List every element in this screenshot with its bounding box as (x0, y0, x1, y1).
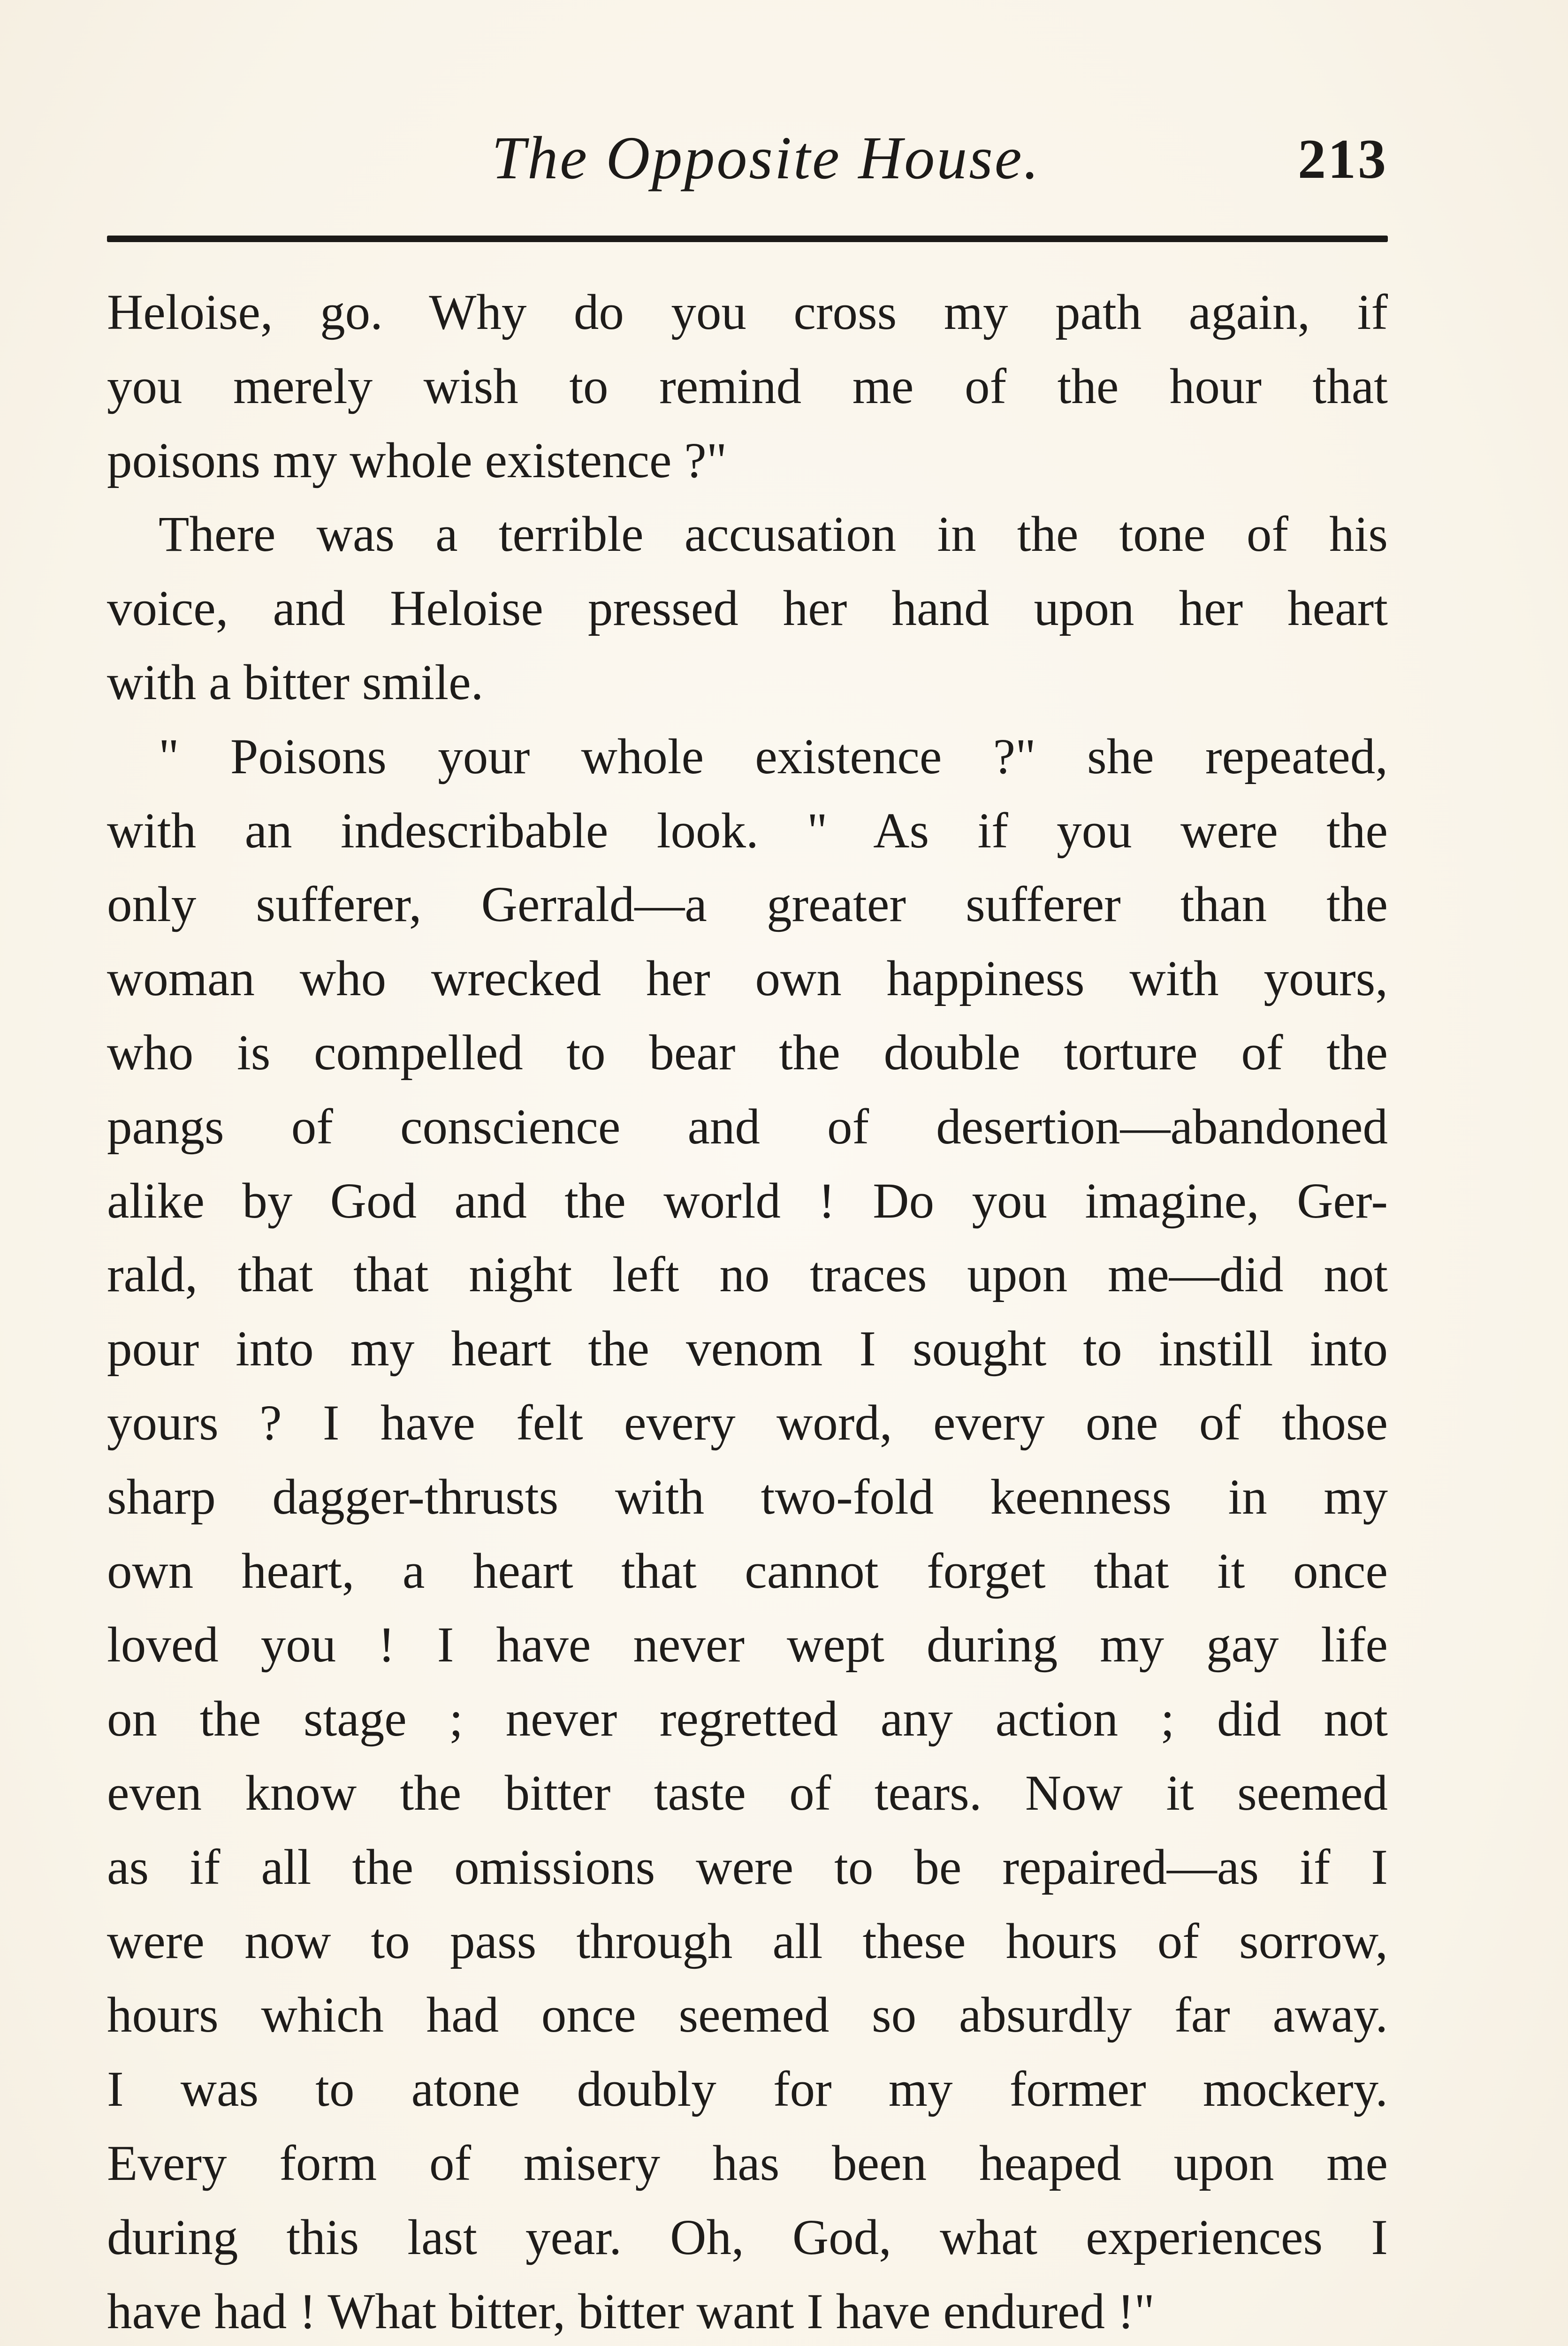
text-line: rald, that that night left no traces upon me—did not (107, 1247, 1388, 1303)
text-line: even know the bitter taste of tears. Now it seemed (107, 1765, 1388, 1821)
text-line: were now to pass through all these hours of sorrow, (107, 1913, 1388, 1969)
text-line: " Poisons your whole existence ?" she repeated, (159, 729, 1388, 785)
body-text (107, 276, 1388, 2346)
text-line: have had ! What bitter, bitter want I have endured !" (107, 2284, 1155, 2339)
text-line: loved you ! I have never wept during my gay life (107, 1617, 1388, 1673)
text-line: woman who wrecked her own happiness with yours, (107, 951, 1388, 1007)
page-header (107, 123, 1388, 198)
text-line: alike by God and the world ! Do you imagine, Ger- (107, 1173, 1388, 1229)
text-line: There was a terrible accusation in the tone of his (159, 507, 1388, 563)
text-line: I was to atone doubly for my former mockery. (107, 2062, 1388, 2117)
text-line: on the stage ; never regretted any action ; did not (107, 1691, 1388, 1747)
text-line: with a bitter smile. (107, 655, 484, 710)
text-line: own heart, a heart that cannot forget that it once (107, 1543, 1388, 1599)
text-line: as if all the omissions were to be repaired—as if I (107, 1839, 1388, 1895)
header-rule (107, 236, 1388, 242)
text-line: with an indescribable look. " As if you were the (107, 803, 1388, 859)
text-line: voice, and Heloise pressed her hand upon her heart (107, 581, 1388, 637)
text-line: only sufferer, Gerrald—a greater sufferer than the (107, 877, 1388, 933)
text-line: hours which had once seemed so absurdly far away. (107, 1988, 1388, 2043)
running-title: The Opposite House. (491, 124, 1041, 192)
text-line: pour into my heart the venom I sought to instill into (107, 1321, 1388, 1377)
text-line: Heloise, go. Why do you cross my path again, if (107, 285, 1388, 340)
text-line: Every form of misery has been heaped upon me (107, 2135, 1388, 2191)
text-line: yours ? I have felt every word, every one of those (107, 1395, 1388, 1451)
text-line: you merely wish to remind me of the hour that (107, 358, 1388, 414)
text-line: sharp dagger-thrusts with two-fold keenness in my (107, 1469, 1388, 1525)
page-number: 213 (1298, 128, 1388, 190)
text-line: pangs of conscience and of desertion—abandoned (107, 1099, 1388, 1155)
text-line: during this last year. Oh, God, what experiences I (107, 2209, 1388, 2265)
text-line: poisons my whole existence ?" (107, 433, 727, 488)
text-line: who is compelled to bear the double torture of the (107, 1025, 1388, 1081)
